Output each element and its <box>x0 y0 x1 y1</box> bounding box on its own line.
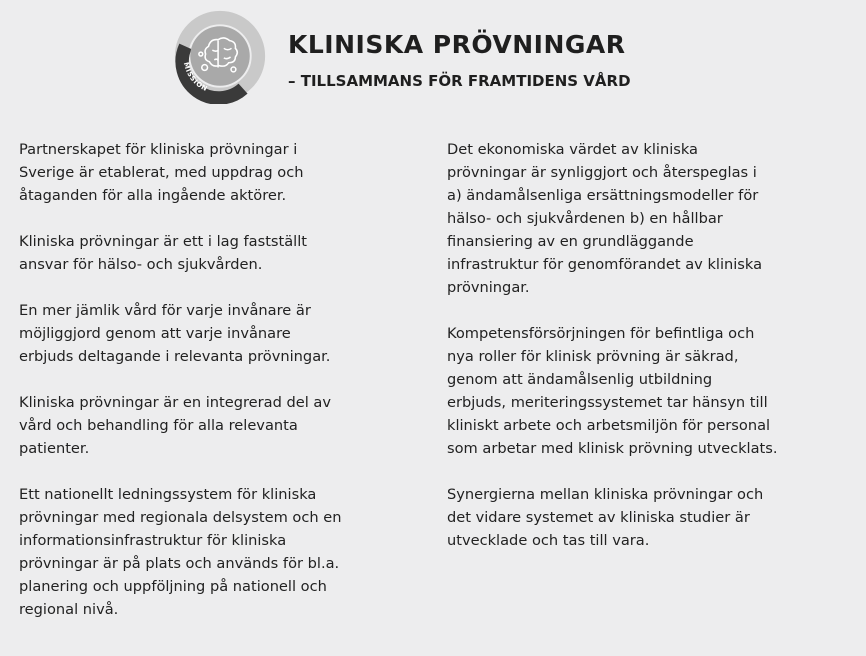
paragraph: Det ekonomiska värdet av kliniska prövningar är synliggjort och återspeglas i a) ändamålsenliga ersättningsmodeller för hälso- och sjukvårdenen b) en hållbar finansiering av en grundläggande infrastruktur för genomförandet av kliniska prövningar. <box>447 141 763 296</box>
paragraph: Ett nationellt ledningssystem för kliniska prövningar med regionala delsystem och en informationsinfrastruktur för kliniska prövningar är på plats och används för bl.a. planering och uppföljning på nationell och regional nivå. <box>19 486 342 618</box>
paragraph: Kliniska prövningar är ett i lag fastställt ansvar för hälso- och sjukvården. <box>19 233 308 273</box>
mission-logo <box>172 8 268 104</box>
page-subtitle: – TILLSAMMANS FÖR FRAMTIDENS VÅRD <box>288 72 631 90</box>
paragraph: Kliniska prövningar är en integrerad del av vård och behandling för alla relevanta patienter. <box>19 394 332 457</box>
paragraph: Kompetensförsörjningen för befintliga och nya roller för klinisk prövning är säkrad, genom att ändamålsenlig utbildning erbjuds, meriteringssystemet tar hänsyn till kliniskt arbete och arbetsmiljön för personal som arbetar med klinisk prövning utvecklats. <box>447 325 778 457</box>
left-column <box>19 138 419 644</box>
paragraph: En mer jämlik vård för varje invånare är möjliggjord genom att varje invånare erbjuds deltagande i relevanta prövningar. <box>19 302 331 365</box>
right-column <box>447 138 852 575</box>
paragraph: Partnerskapet för kliniska prövningar i Sverige är etablerat, med uppdrag och åtaganden för alla ingående aktörer. <box>19 141 304 204</box>
page-title: KLINISKA PRÖVNINGAR <box>288 30 626 59</box>
badge-text: MISSION <box>181 61 210 94</box>
paragraph: Synergierna mellan kliniska prövningar och det vidare systemet av kliniska studier är utvecklade och tas till vara. <box>447 486 764 549</box>
